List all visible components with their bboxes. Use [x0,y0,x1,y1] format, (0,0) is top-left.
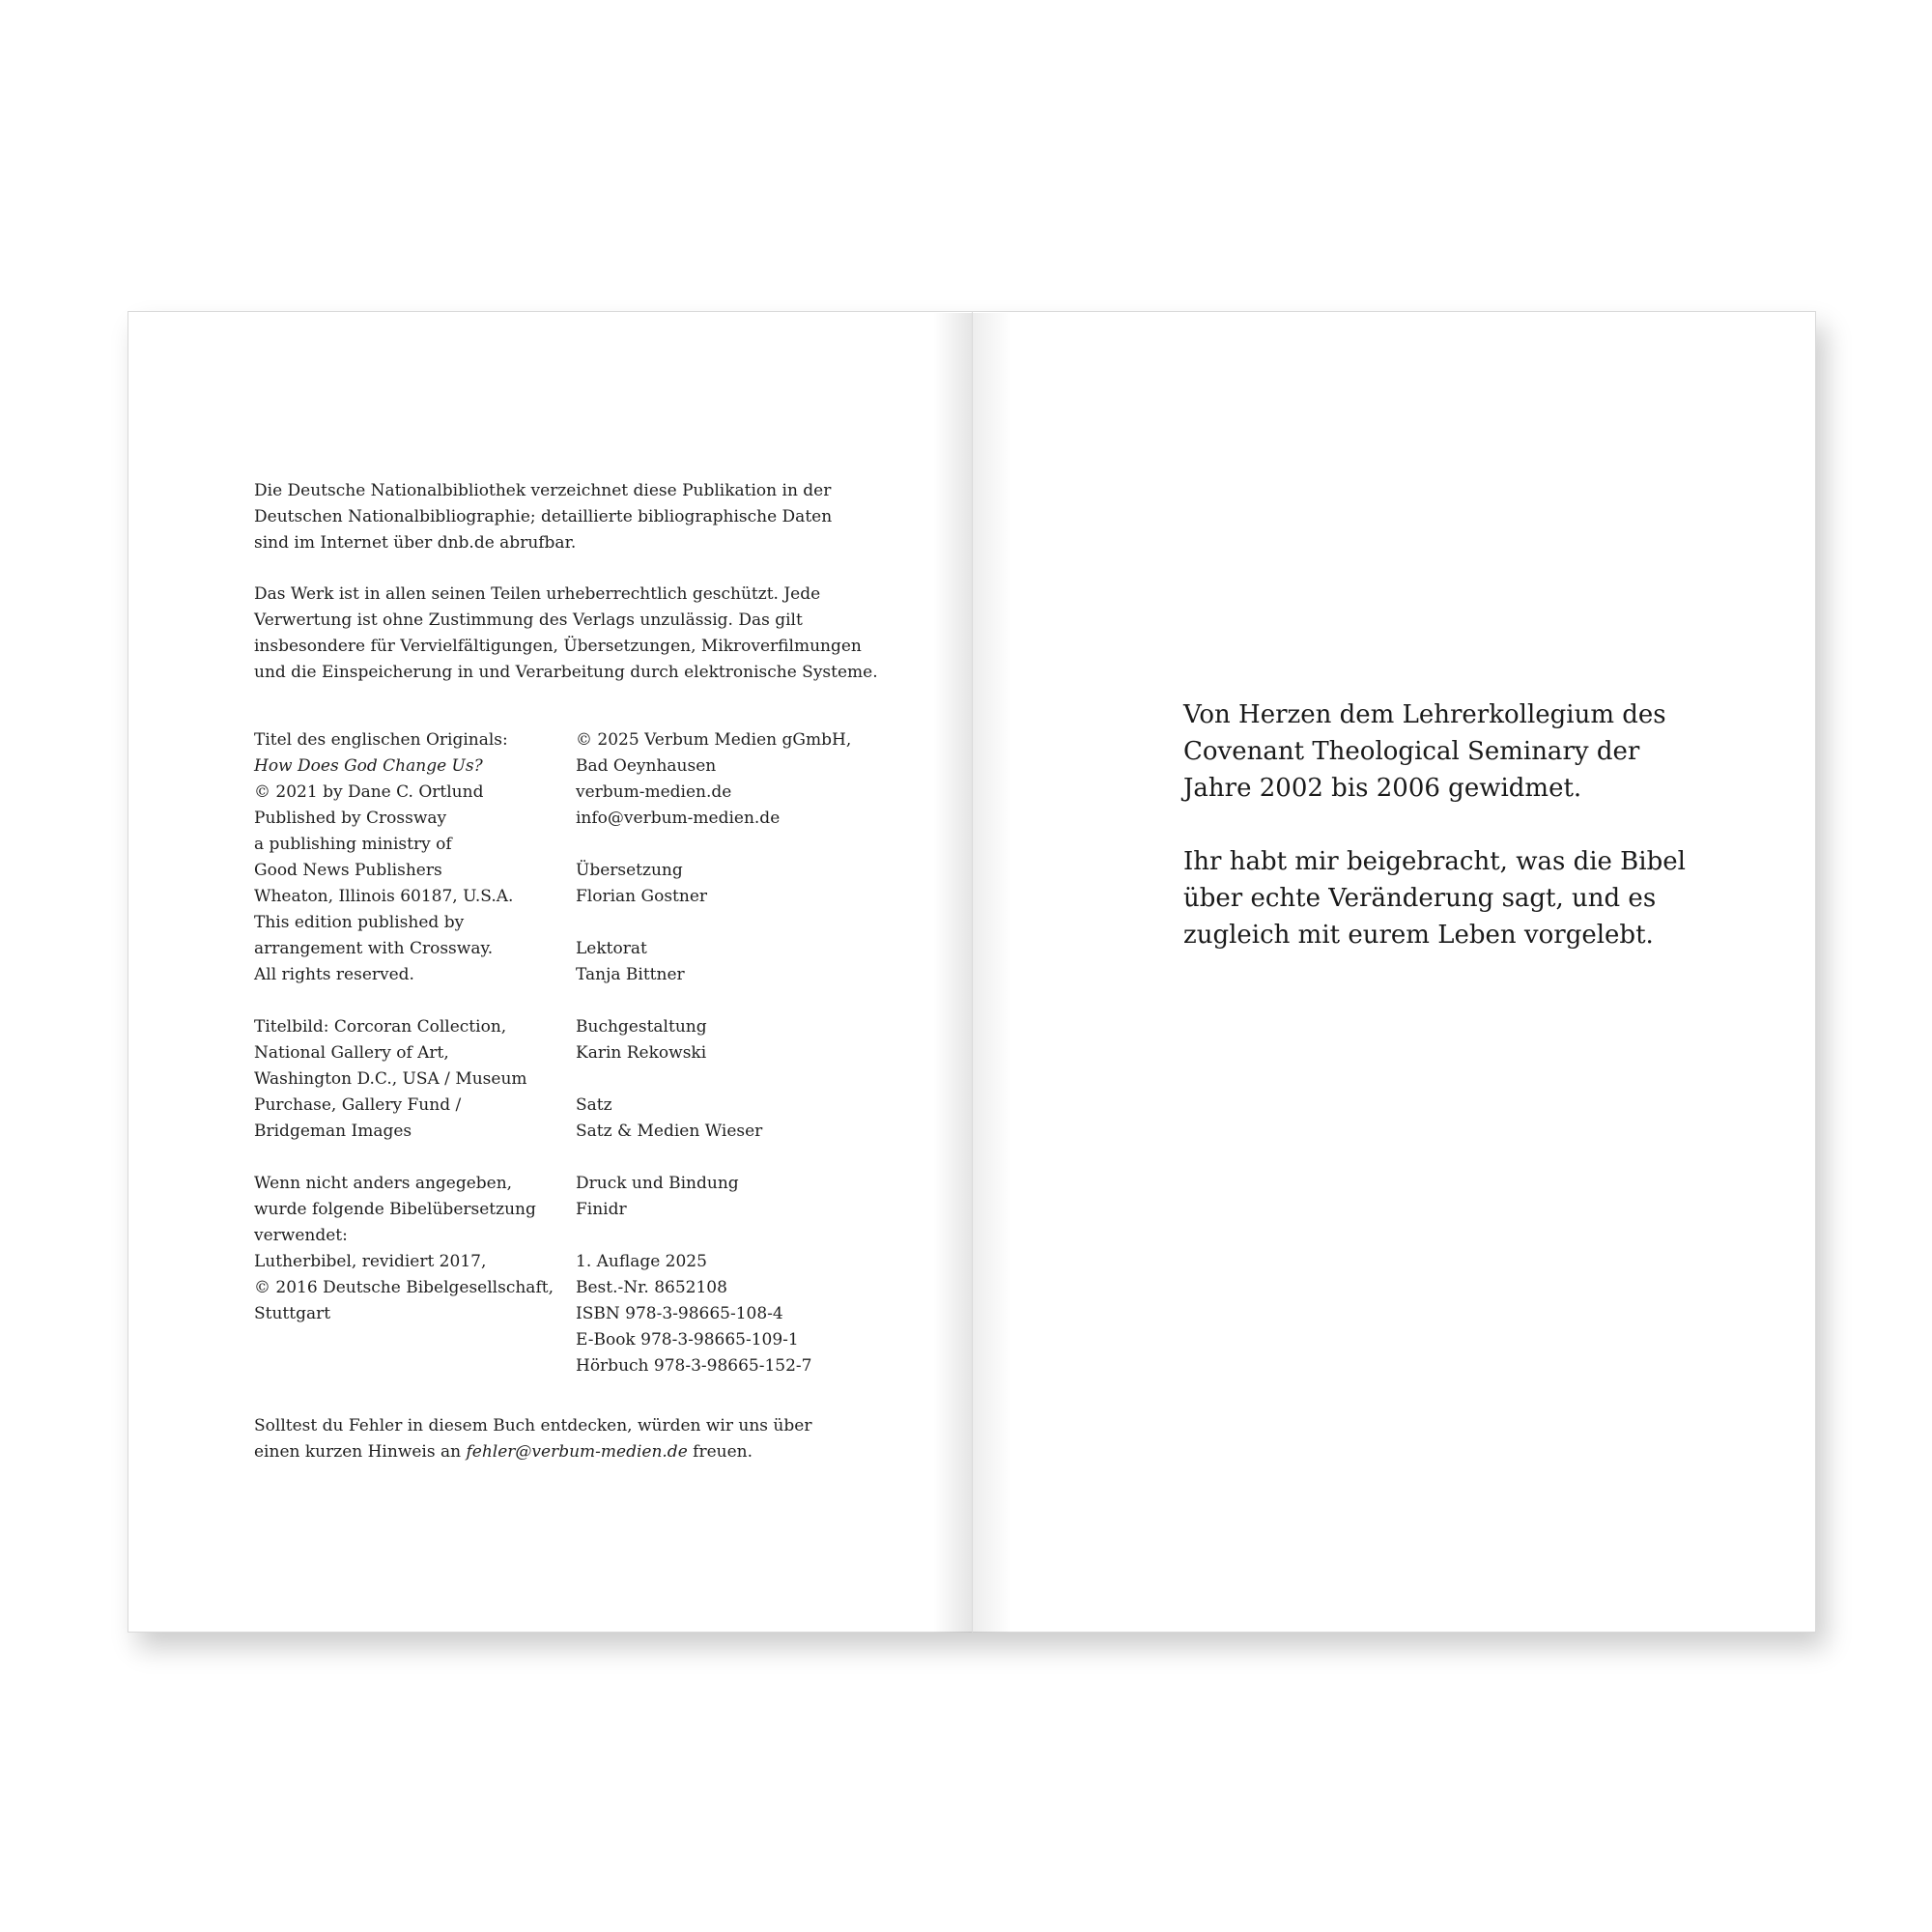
credit-name: Finidr [576,1200,627,1219]
library-notice-line: Deutschen Nationalbibliographie; detaillierte bibliographische Daten [254,507,833,526]
errata-email: fehler@verbum-medien.de [466,1442,688,1462]
credit-typesetting [576,1093,866,1145]
dedication-line: über echte Veränderung sagt, und es [1183,884,1657,913]
order-number: Best.-Nr. 8652108 [576,1278,727,1297]
cover-image-line: Titelbild: Corcoran Collection, [254,1017,507,1037]
credit-name: Karin Rekowski [576,1043,707,1063]
original-edition-line: Published by Crossway [254,809,447,828]
copyright-notice-line: Verwertung ist ohne Zustimmung des Verlags unzulässig. Das gilt [254,611,803,630]
credit-design [576,1014,866,1066]
original-edition-block [254,727,563,988]
dedication-line: Covenant Theological Seminary der [1183,737,1640,766]
credit-editing [576,936,866,988]
edition-line: 1. Auflage 2025 [576,1252,707,1271]
copyright-notice-line: Das Werk ist in allen seinen Teilen urheberrechtlich geschützt. Jede [254,584,821,604]
credit-printing [576,1171,866,1223]
errata-line [254,1439,872,1465]
credit-role: Buchgestaltung [576,1017,707,1037]
cover-image-credit [254,1014,563,1145]
book-spread [128,311,1816,1633]
bible-translation-line: Lutherbibel, revidiert 2017, [254,1252,487,1271]
bible-translation-note [254,1171,563,1327]
errata-text: einen kurzen Hinweis an [254,1442,467,1462]
original-edition-line: This edition published by [254,913,465,932]
library-notice [254,478,872,556]
cover-image-line: National Gallery of Art, [254,1043,449,1063]
gutter-shadow [973,313,1011,1633]
original-title-label: Titel des englischen Originals: [254,730,508,750]
library-notice-line: Die Deutsche Nationalbibliothek verzeichnet diese Publikation in der [254,481,832,500]
imprint-column-right [576,727,866,1406]
publisher-line: Bad Oeynhausen [576,756,717,776]
errata-note [254,1413,872,1465]
credit-name: Tanja Bittner [576,965,685,984]
edition-block [576,1249,866,1379]
cover-image-line: Washington D.C., USA / Museum [254,1069,527,1089]
gutter-shadow [933,313,972,1633]
dedication [1183,696,1686,990]
dedication-paragraph [1183,696,1686,807]
publisher-line: © 2025 Verbum Medien gGmbH, [576,730,852,750]
dedication-line: zugleich mit eurem Leben vorgelebt. [1183,921,1654,950]
credit-name: Florian Gostner [576,887,708,906]
copyright-notice-line: insbesondere für Vervielfältigungen, Übersetzungen, Mikroverfilmungen [254,637,862,656]
original-edition-line: Good News Publishers [254,861,442,880]
original-edition-line: © 2021 by Dane C. Ortlund [254,782,484,802]
copyright-notice [254,582,878,686]
original-title: How Does God Change Us? [254,756,483,776]
publisher-block [576,727,866,832]
bible-translation-line: wurde folgende Bibelübersetzung [254,1200,536,1219]
original-edition-line: Wheaton, Illinois 60187, U.S.A. [254,887,514,906]
copyright-notice-line: und die Einspeicherung in und Verarbeitung durch elektronische Systeme. [254,663,878,682]
ebook-isbn: E-Book 978-3-98665-109-1 [576,1330,799,1350]
dedication-line: Jahre 2002 bis 2006 gewidmet. [1183,774,1582,803]
bible-translation-line: Stuttgart [254,1304,331,1323]
dedication-line: Von Herzen dem Lehrerkollegium des [1183,700,1666,729]
publisher-email: info@verbum-medien.de [576,809,781,828]
imprint-page [128,311,973,1633]
dedication-line: Ihr habt mir beigebracht, was die Bibel [1183,847,1686,876]
credit-role: Druck und Bindung [576,1174,739,1193]
cover-image-line: Purchase, Gallery Fund / [254,1095,462,1115]
bible-translation-line: © 2016 Deutsche Bibelgesellschaft, [254,1278,554,1297]
isbn: ISBN 978-3-98665-108-4 [576,1304,783,1323]
bible-translation-line: Wenn nicht anders angegeben, [254,1174,513,1193]
original-edition-line: a publishing ministry of [254,835,452,854]
original-edition-line: arrangement with Crossway. [254,939,494,958]
dedication-paragraph [1183,843,1686,953]
bible-translation-line: verwendet: [254,1226,348,1245]
original-edition-line: All rights reserved. [254,965,414,984]
errata-line: Solltest du Fehler in diesem Buch entdecken, würden wir uns über [254,1416,812,1435]
cover-image-line: Bridgeman Images [254,1122,412,1141]
publisher-website: verbum-medien.de [576,782,732,802]
credit-role: Übersetzung [576,861,683,880]
credit-translation [576,858,866,910]
errata-text: freuen. [687,1442,753,1462]
audiobook-isbn: Hörbuch 978-3-98665-152-7 [576,1356,812,1376]
credit-role: Lektorat [576,939,647,958]
library-notice-line: sind im Internet über dnb.de abrufbar. [254,533,577,553]
credit-role: Satz [576,1095,612,1115]
imprint-column-left [254,727,563,1353]
credit-name: Satz & Medien Wieser [576,1122,763,1141]
dedication-page [972,311,1816,1633]
